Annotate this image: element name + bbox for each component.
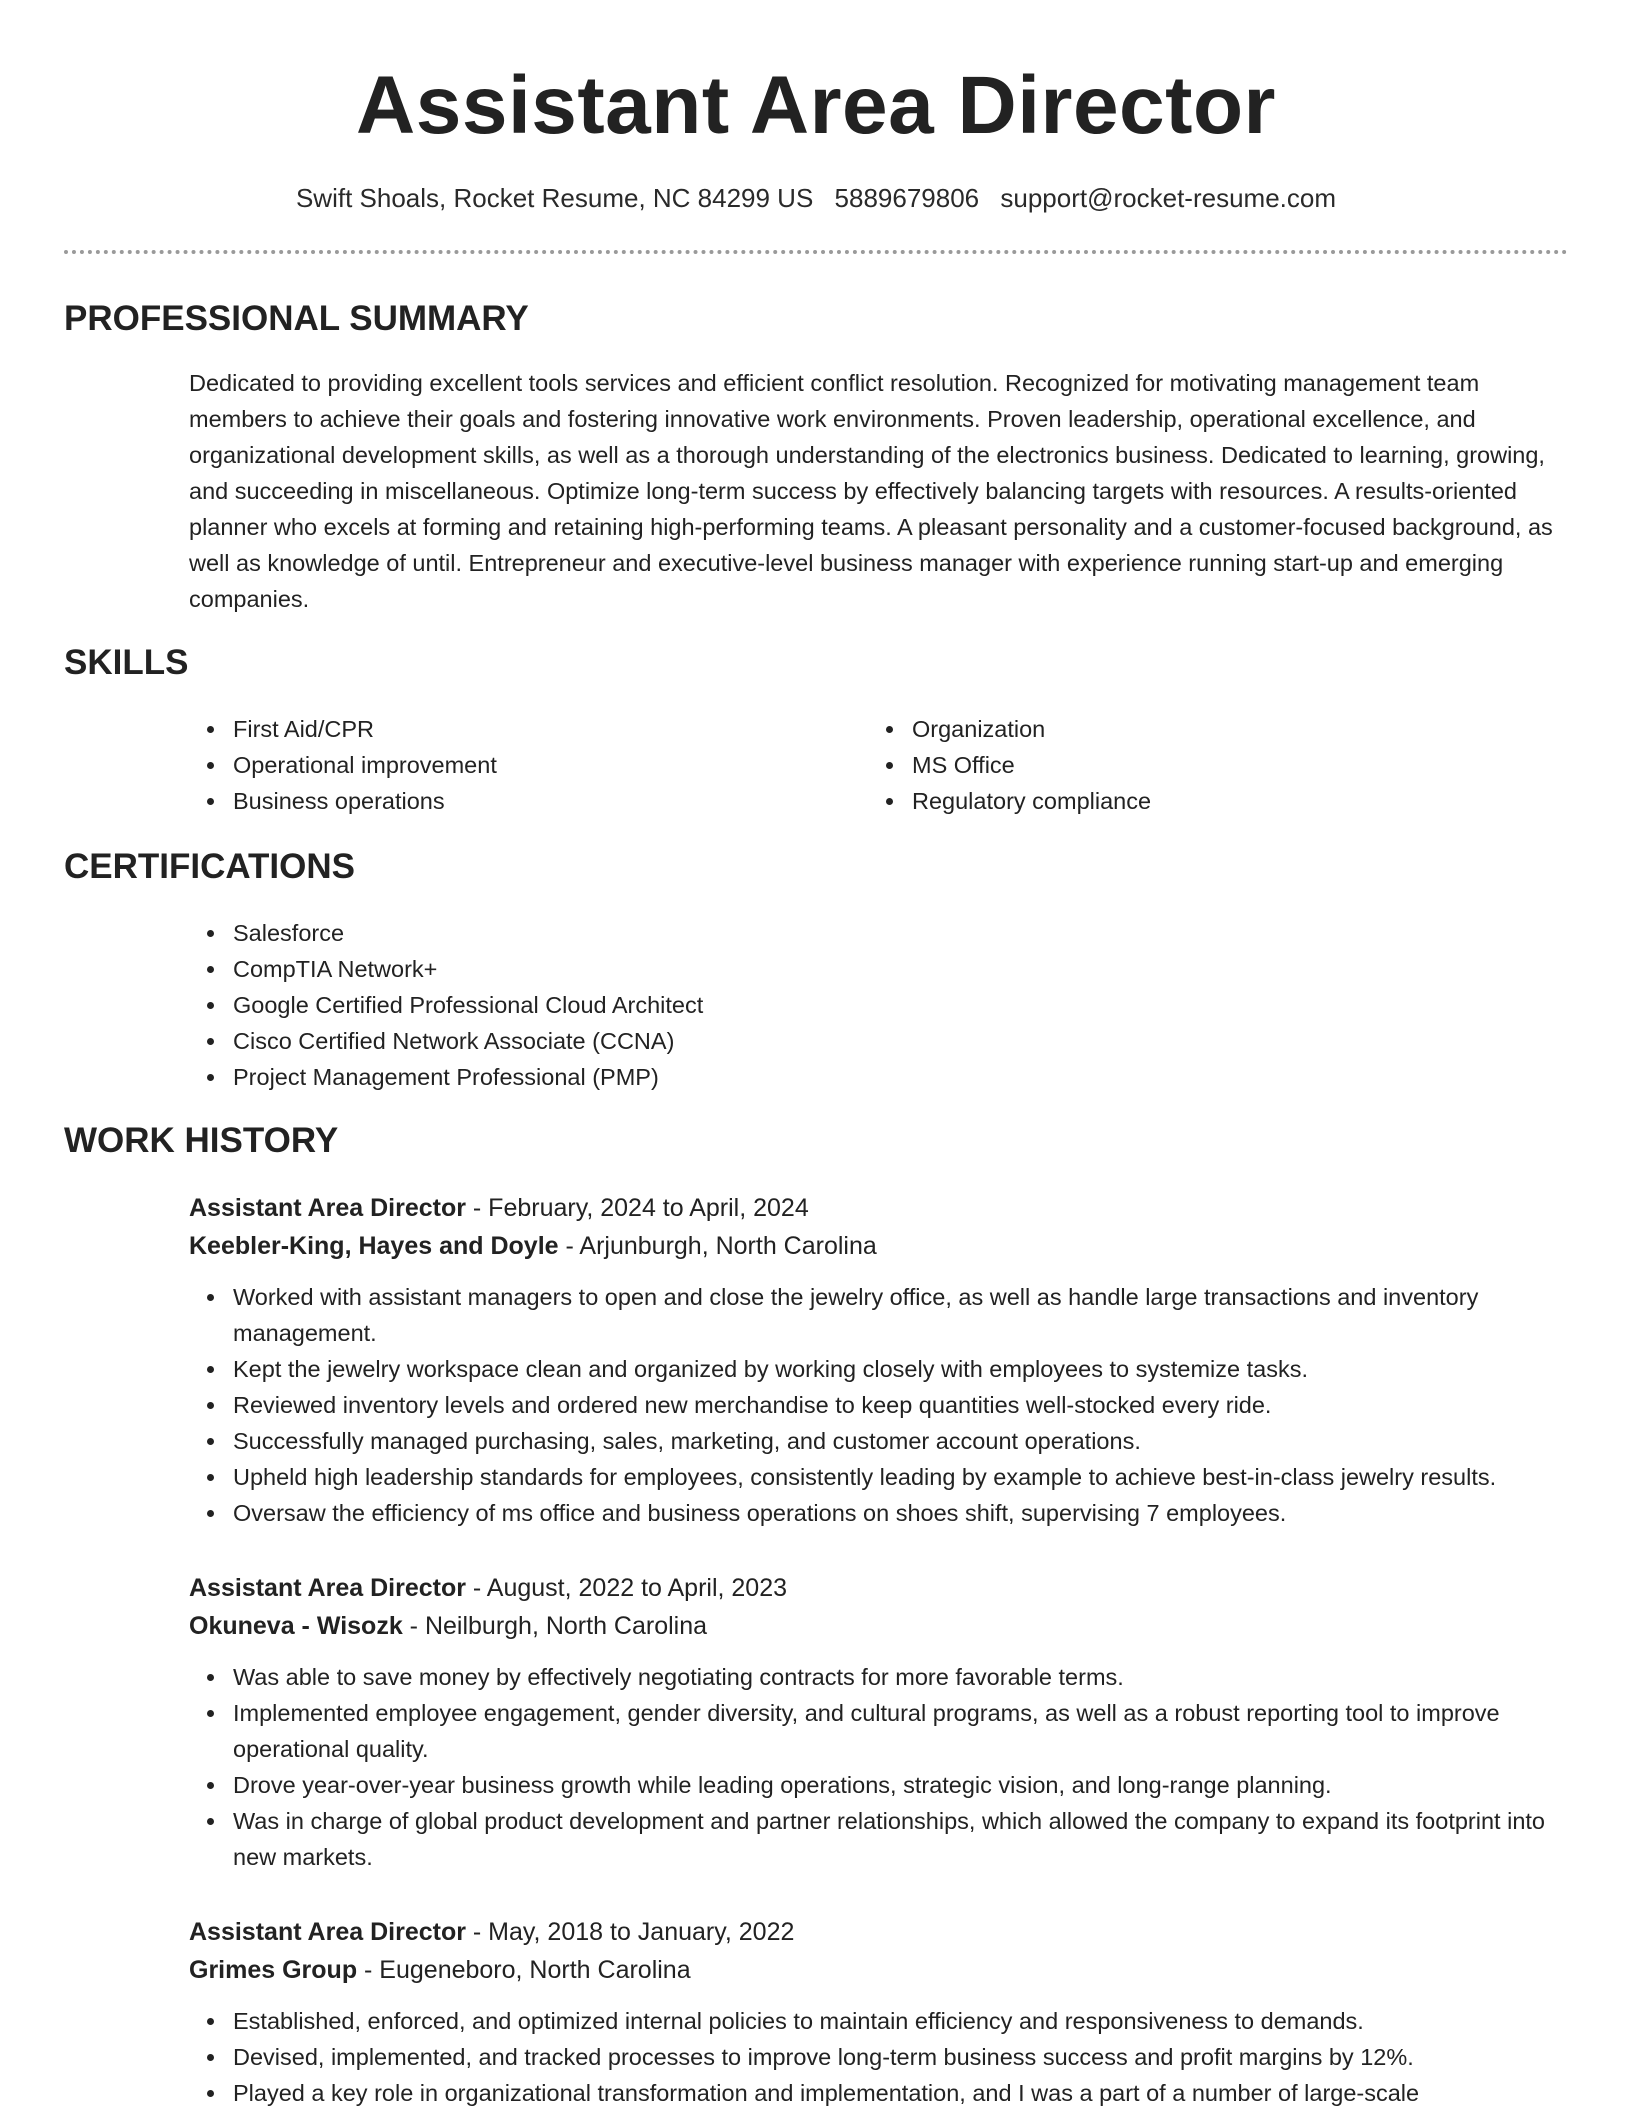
job-bullet: Reviewed inventory levels and ordered new merchandise to keep quantities well-stocked every ride. [189,1387,1589,1423]
job-company-line [189,1607,1589,1645]
job-bullet: Implemented employee engagement, gender diversity, and cultural programs, as well as a robust reporting tool to improve operational quality. [189,1695,1589,1767]
job-location: - Neilburgh, North Carolina [402,1612,708,1640]
job-bullet: Was in charge of global product development and partner relationships, which allowed the company to expand its footprint into new markets. [189,1803,1589,1875]
skills-list-left [189,711,829,819]
job-bullets [189,2003,1589,2111]
job-title: Assistant Area Director [189,1194,466,1222]
contact-line [0,182,1632,214]
certification-item: Salesforce [189,915,1389,951]
contact-address: Swift Shoals, Rocket Resume, NC 84299 US [295,183,814,213]
certification-item: Project Management Professional (PMP) [189,1059,1389,1095]
job-location: - Arjunburgh, North Carolina [558,1232,877,1260]
job-bullet: Kept the jewelry workspace clean and organized by working closely with employees to systemize tasks. [189,1351,1589,1387]
job-company: Keebler-King, Hayes and Doyle [189,1232,559,1260]
job-dates: - May, 2018 to January, 2022 [465,1918,795,1946]
job-bullet: Was able to save money by effectively negotiating contracts for more favorable terms. [189,1659,1589,1695]
skill-item: First Aid/CPR [189,711,829,747]
contact-email[interactable]: support@rocket-resume.com [1000,183,1337,213]
job-entry [189,1189,1589,1531]
skill-item: Business operations [189,783,829,819]
skills-list-right [868,711,1508,819]
certifications-list [189,915,1389,1095]
job-title-line [189,1913,1589,1951]
section-title-skills: SKILLS [64,643,189,682]
job-dates: - August, 2022 to April, 2023 [465,1574,788,1602]
job-company-line [189,1227,1589,1265]
contact-phone: 5889679806 [834,183,980,213]
job-company: Grimes Group [189,1956,358,1984]
job-title-line [189,1569,1589,1607]
job-bullet: Oversaw the efficiency of ms office and business operations on shoes shift, supervising 7 employees. [189,1495,1589,1531]
job-location: - Eugeneboro, North Carolina [357,1956,691,1984]
job-company-line [189,1951,1589,1989]
skill-item: Operational improvement [189,747,829,783]
job-bullet: Worked with assistant managers to open and close the jewelry office, as well as handle large transactions and inventory management. [189,1279,1589,1351]
skill-item: Organization [868,711,1508,747]
certification-item: Google Certified Professional Cloud Architect [189,987,1389,1023]
job-title-line [189,1189,1589,1227]
job-dates: - February, 2024 to April, 2024 [465,1194,809,1222]
section-title-certifications: CERTIFICATIONS [64,847,356,886]
certification-item: Cisco Certified Network Associate (CCNA) [189,1023,1389,1059]
job-entry [189,1913,1589,2111]
summary-text: Dedicated to providing excellent tools services and efficient conflict resolution. Recognized for motivating management team members to achieve their goals and fostering innovative work environments. Proven leadership, operational excellence, and organizational development skills, as well as a thorough understanding of the electronics business. Dedicated to learning, growing, and succeeding in miscellaneous. Optimize long-term success by effectively balancing targets with resources. A results-oriented planner who excels at forming and retaining high-performing teams. A pleasant personality and a customer-focused background, as well as knowledge of until. Entrepreneur and executive-level business manager with experience running start-up and emerging companies. [189,370,1553,612]
resume-header [0,0,1632,156]
candidate-name: Assistant Area Director [356,60,1276,151]
job-bullets [189,1279,1589,1531]
skill-item: Regulatory compliance [868,783,1508,819]
job-company: Okuneva - Wisozk [189,1612,403,1640]
job-entry [189,1569,1589,1875]
job-bullet: Played a key role in organizational transformation and implementation, and I was a part of a number of large-scale [189,2075,1589,2111]
job-bullet: Devised, implemented, and tracked processes to improve long-term business success and profit margins by 12%. [189,2039,1589,2075]
section-title-summary: PROFESSIONAL SUMMARY [64,299,529,338]
certification-item: CompTIA Network+ [189,951,1389,987]
job-title: Assistant Area Director [189,1918,466,1946]
job-title: Assistant Area Director [189,1574,466,1602]
job-bullet: Upheld high leadership standards for employees, consistently leading by example to achieve best-in-class jewelry results. [189,1459,1589,1495]
job-bullet: Drove year-over-year business growth while leading operations, strategic vision, and long-range planning. [189,1767,1589,1803]
header-divider [64,250,1568,254]
job-bullet: Successfully managed purchasing, sales, marketing, and customer account operations. [189,1423,1589,1459]
skill-item: MS Office [868,747,1508,783]
job-bullet: Established, enforced, and optimized internal policies to maintain efficiency and responsiveness to demands. [189,2003,1589,2039]
job-bullets [189,1659,1589,1875]
section-title-work-history: WORK HISTORY [64,1121,339,1160]
